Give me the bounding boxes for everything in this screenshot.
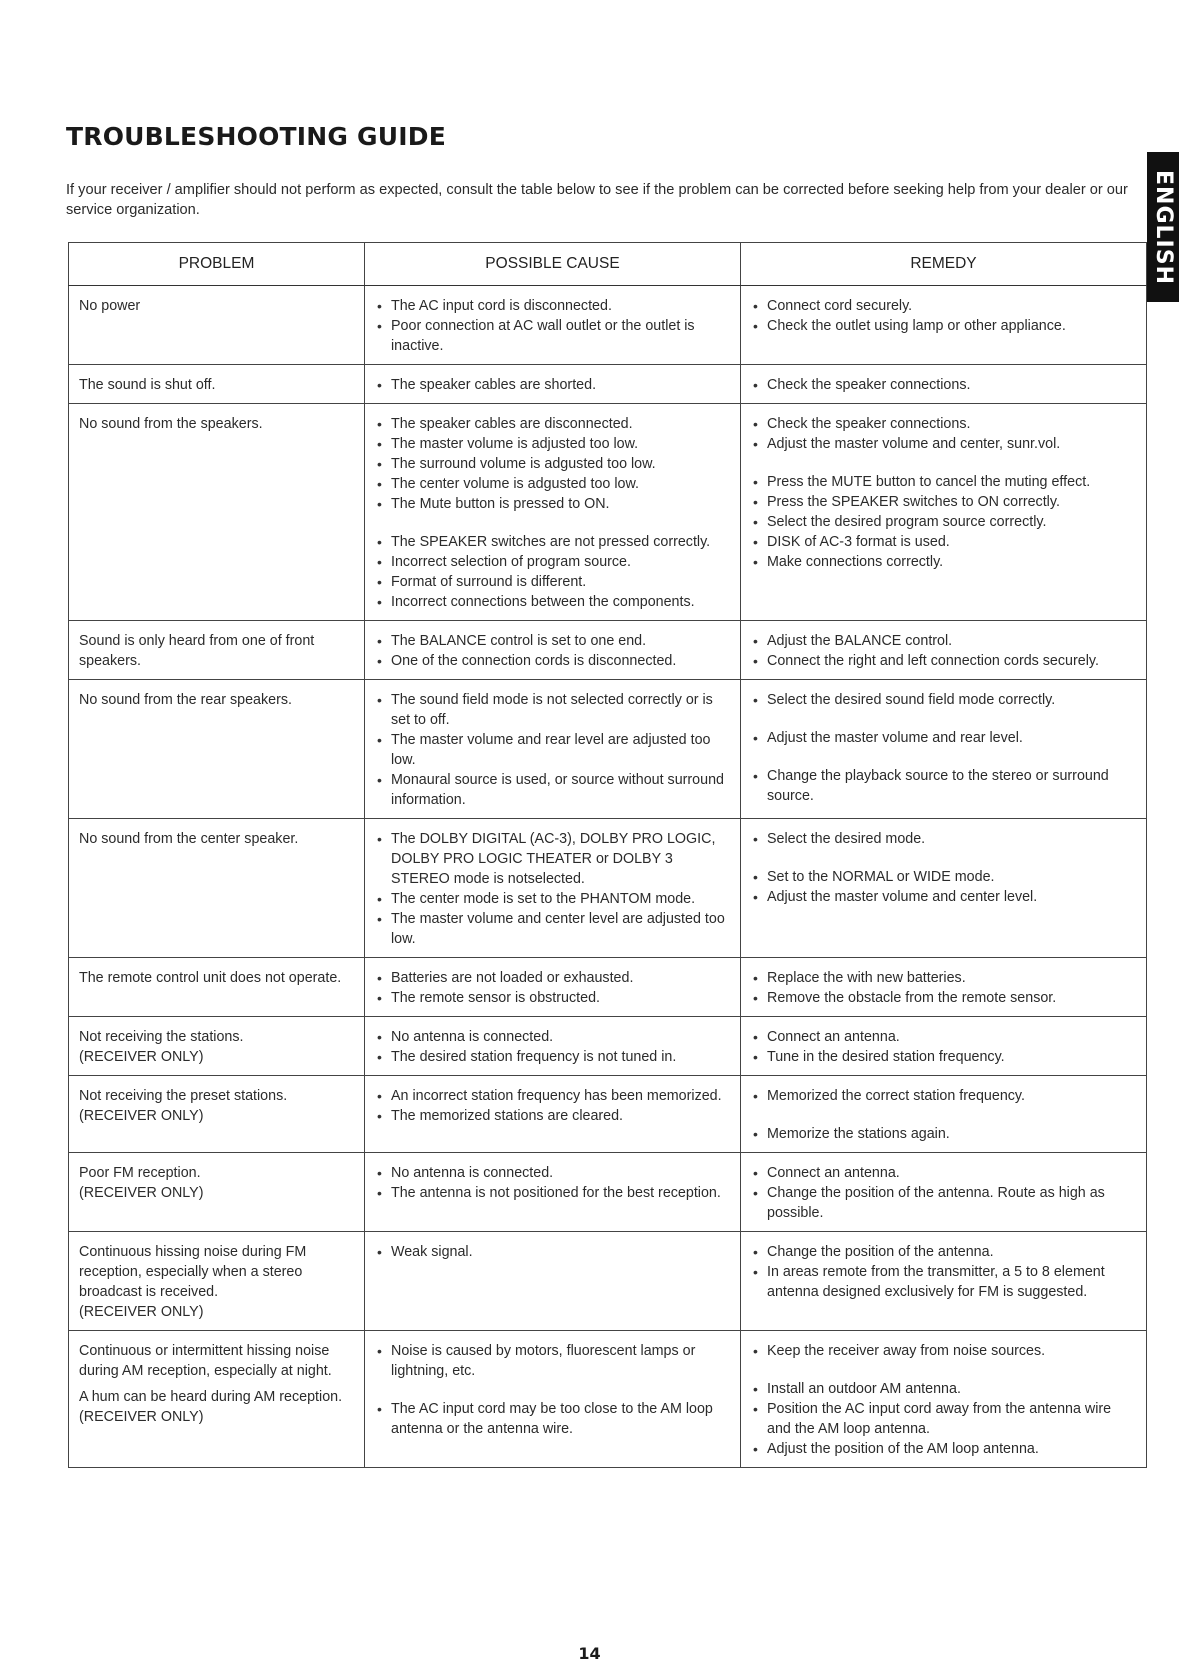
cause-cell-list [375, 1163, 730, 1203]
cause-item: • An incorrect station frequency has been memorized. [375, 1086, 730, 1106]
problem-text: The remote control unit does not operate. [79, 970, 342, 986]
problem-text: The sound is shut off. [79, 377, 216, 393]
table-row [69, 365, 1147, 404]
cause-item: • Poor connection at AC wall outlet or the outlet is inactive. [375, 316, 730, 356]
table-body [69, 286, 1147, 1468]
cause-column-header: POSSIBLE CAUSE [365, 243, 741, 286]
language-label: ENGLISH [1150, 169, 1176, 285]
cause-item: • The antenna is not positioned for the best reception. [375, 1183, 730, 1203]
remedy-cell [741, 286, 1147, 365]
cause-item: • The center volume is adgusted too low. [375, 474, 730, 494]
remedy-item: • Keep the receiver away from noise sources. [751, 1341, 1136, 1361]
remedy-item: • Adjust the BALANCE control. [751, 631, 1136, 651]
remedy-item: • Change the position of the antenna. [751, 1242, 1136, 1262]
table-row [69, 819, 1147, 958]
cause-cell-list [375, 690, 730, 810]
remedy-item: • Replace the with new batteries. [751, 968, 1136, 988]
remedy-item: • Connect the right and left connection cords securely. [751, 651, 1136, 671]
cause-item: • The memorized stations are cleared. [375, 1106, 730, 1126]
remedy-cell [741, 1331, 1147, 1468]
remedy-item: • Remove the obstacle from the remote sensor. [751, 988, 1136, 1008]
remedy-cell [741, 404, 1147, 621]
table-row [69, 1076, 1147, 1153]
problem-cell [69, 404, 365, 621]
cause-item: • Incorrect selection of program source. [375, 552, 730, 572]
cause-cell [365, 621, 741, 680]
cause-cell-list [375, 375, 730, 395]
cause-cell-list [375, 1341, 730, 1439]
remedy-item: • Check the speaker connections. [751, 414, 1136, 434]
remedy-cell-list [751, 631, 1136, 671]
table-row [69, 621, 1147, 680]
remedy-cell-list [751, 690, 1136, 806]
cause-cell-list [375, 1027, 730, 1067]
remedy-cell [741, 819, 1147, 958]
page-title: TROUBLESHOOTING GUIDE [66, 122, 447, 151]
cause-item: • The AC input cord is disconnected. [375, 296, 730, 316]
remedy-item: • Connect cord securely. [751, 296, 1136, 316]
remedy-item: • Connect an antenna. [751, 1027, 1136, 1047]
remedy-cell-list [751, 296, 1136, 336]
cause-item: • Noise is caused by motors, fluorescent lamps or lightning, etc. [375, 1341, 730, 1381]
problem-cell [69, 1331, 365, 1468]
intro-paragraph: If your receiver / amplifier should not perform as expected, consult the table below to see if the problem can be corrected before seeking help from your dealer or our service organization. [66, 182, 1128, 218]
remedy-cell-list [751, 375, 1136, 395]
remedy-cell [741, 958, 1147, 1017]
remedy-item: • Press the SPEAKER switches to ON correctly. [751, 492, 1136, 512]
cause-item: • The surround volume is adgusted too low. [375, 454, 730, 474]
problem-cell [69, 819, 365, 958]
cause-cell [365, 680, 741, 819]
cause-cell [365, 958, 741, 1017]
problem-column-header: PROBLEM [69, 243, 365, 286]
remedy-item: • Select the desired mode. [751, 829, 1136, 849]
remedy-cell [741, 621, 1147, 680]
language-side-tab [1147, 152, 1179, 302]
cause-item: • The master volume and center level are adjusted too low. [375, 909, 730, 949]
cause-cell-list [375, 1086, 730, 1126]
remedy-cell-list [751, 1341, 1136, 1459]
troubleshooting-table [68, 242, 1147, 1468]
remedy-cell [741, 1153, 1147, 1232]
cause-item: • Batteries are not loaded or exhausted. [375, 968, 730, 988]
remedy-cell [741, 680, 1147, 819]
cause-item: • The AC input cord may be too close to the AM loop antenna or the antenna wire. [375, 1399, 730, 1439]
remedy-item: • Adjust the master volume and rear level. [751, 728, 1136, 748]
remedy-cell [741, 1017, 1147, 1076]
cause-cell-list [375, 829, 730, 949]
cause-item: • Weak signal. [375, 1242, 730, 1262]
cause-item: • One of the connection cords is disconnected. [375, 651, 730, 671]
cause-item: • The speaker cables are disconnected. [375, 414, 730, 434]
remedy-cell [741, 1232, 1147, 1331]
remedy-cell [741, 1076, 1147, 1153]
remedy-item: • Adjust the master volume and center, sunr.vol. [751, 434, 1136, 454]
remedy-item: • Position the AC input cord away from the antenna wire and the AM loop antenna. [751, 1399, 1136, 1439]
cause-item: • The desired station frequency is not tuned in. [375, 1047, 730, 1067]
cause-item: • The DOLBY DIGITAL (AC-3), DOLBY PRO LOGIC, DOLBY PRO LOGIC THEATER or DOLBY 3 STEREO mode is notselected. [375, 829, 730, 889]
problem-cell [69, 365, 365, 404]
cause-cell [365, 365, 741, 404]
cause-item: • No antenna is connected. [375, 1027, 730, 1047]
cause-item: • The remote sensor is obstructed. [375, 988, 730, 1008]
table-row [69, 1331, 1147, 1468]
cause-cell-list [375, 414, 730, 612]
remedy-item: • Memorized the correct station frequency. [751, 1086, 1136, 1106]
remedy-item: • Check the outlet using lamp or other appliance. [751, 316, 1136, 336]
remedy-cell [741, 365, 1147, 404]
cause-item: • Format of surround is different. [375, 572, 730, 592]
table-header-row [69, 243, 1147, 286]
cause-cell [365, 1017, 741, 1076]
cause-cell [365, 1076, 741, 1153]
remedy-item: • Connect an antenna. [751, 1163, 1136, 1183]
problem-text: No sound from the rear speakers. [79, 692, 292, 708]
problem-text: Not receiving the preset stations. (RECEIVER ONLY) [79, 1088, 288, 1124]
remedy-cell-list [751, 1086, 1136, 1144]
problem-text: No power [79, 298, 141, 314]
remedy-item: • Memorize the stations again. [751, 1124, 1136, 1144]
cause-cell-list [375, 1242, 730, 1262]
cause-cell [365, 819, 741, 958]
problem-cell [69, 1017, 365, 1076]
remedy-item: • Adjust the position of the AM loop antenna. [751, 1439, 1136, 1459]
remedy-item: • Select the desired sound field mode correctly. [751, 690, 1136, 710]
remedy-column-header: REMEDY [741, 243, 1147, 286]
cause-item: • Monaural source is used, or source without surround information. [375, 770, 730, 810]
cause-item: • The SPEAKER switches are not pressed correctly. [375, 532, 730, 552]
problem-cell [69, 1232, 365, 1331]
cause-cell-list [375, 631, 730, 671]
page-number: 14 [578, 1644, 601, 1663]
table-row [69, 286, 1147, 365]
cause-cell [365, 404, 741, 621]
problem-text: Continuous hissing noise during FM reception, especially when a stereo broadcast is received. (RECEIVER ONLY) [79, 1244, 307, 1320]
remedy-item: • DISK of AC-3 format is used. [751, 532, 1136, 552]
problem-cell [69, 286, 365, 365]
remedy-item: • Make connections correctly. [751, 552, 1136, 572]
table-row [69, 680, 1147, 819]
cause-item: • The speaker cables are shorted. [375, 375, 730, 395]
problem-cell [69, 680, 365, 819]
problem-text: Not receiving the stations. (RECEIVER ONLY) [79, 1029, 244, 1065]
remedy-item: • Change the position of the antenna. Route as high as possible. [751, 1183, 1136, 1223]
table-row [69, 958, 1147, 1017]
problem-text: Continuous or intermittent hissing noise during AM reception, especially at night. [79, 1343, 332, 1379]
cause-cell [365, 1153, 741, 1232]
cause-item: • The sound field mode is not selected correctly or is set to off. [375, 690, 730, 730]
remedy-item: • Press the MUTE button to cancel the muting effect. [751, 472, 1136, 492]
problem-cell [69, 958, 365, 1017]
problem-text: Sound is only heard from one of front speakers. [79, 633, 315, 669]
remedy-cell-list [751, 968, 1136, 1008]
cause-cell [365, 1331, 741, 1468]
problem-cell [69, 621, 365, 680]
problem-cell [69, 1153, 365, 1232]
remedy-cell-list [751, 829, 1136, 907]
problem-text: A hum can be heard during AM reception. (RECEIVER ONLY) [79, 1389, 343, 1425]
cause-item: • The master volume and rear level are adjusted too low. [375, 730, 730, 770]
problem-cell [69, 1076, 365, 1153]
problem-text: Poor FM reception. (RECEIVER ONLY) [79, 1165, 204, 1201]
problem-text: No sound from the center speaker. [79, 831, 299, 847]
cause-item: • The master volume is adjusted too low. [375, 434, 730, 454]
remedy-item: • Adjust the master volume and center level. [751, 887, 1136, 907]
cause-cell [365, 1232, 741, 1331]
problem-text: No sound from the speakers. [79, 416, 263, 432]
remedy-item: • Install an outdoor AM antenna. [751, 1379, 1136, 1399]
remedy-item: • Select the desired program source correctly. [751, 512, 1136, 532]
cause-cell-list [375, 968, 730, 1008]
remedy-cell-list [751, 1163, 1136, 1223]
table-row [69, 1153, 1147, 1232]
remedy-cell-list [751, 1242, 1136, 1302]
cause-item: • The center mode is set to the PHANTOM mode. [375, 889, 730, 909]
cause-cell-list [375, 296, 730, 356]
cause-item: • The Mute button is pressed to ON. [375, 494, 730, 514]
remedy-item: • Check the speaker connections. [751, 375, 1136, 395]
table-row [69, 1232, 1147, 1331]
table-row [69, 1017, 1147, 1076]
remedy-item: • In areas remote from the transmitter, a 5 to 8 element antenna designed exclusively for FM is suggested. [751, 1262, 1136, 1302]
cause-item: • No antenna is connected. [375, 1163, 730, 1183]
remedy-cell-list [751, 414, 1136, 572]
remedy-item: • Tune in the desired station frequency. [751, 1047, 1136, 1067]
cause-item: • Incorrect connections between the components. [375, 592, 730, 612]
remedy-cell-list [751, 1027, 1136, 1067]
remedy-item: • Set to the NORMAL or WIDE mode. [751, 867, 1136, 887]
cause-cell [365, 286, 741, 365]
cause-item: • The BALANCE control is set to one end. [375, 631, 730, 651]
table-row [69, 404, 1147, 621]
remedy-item: • Change the playback source to the stereo or surround source. [751, 766, 1136, 806]
